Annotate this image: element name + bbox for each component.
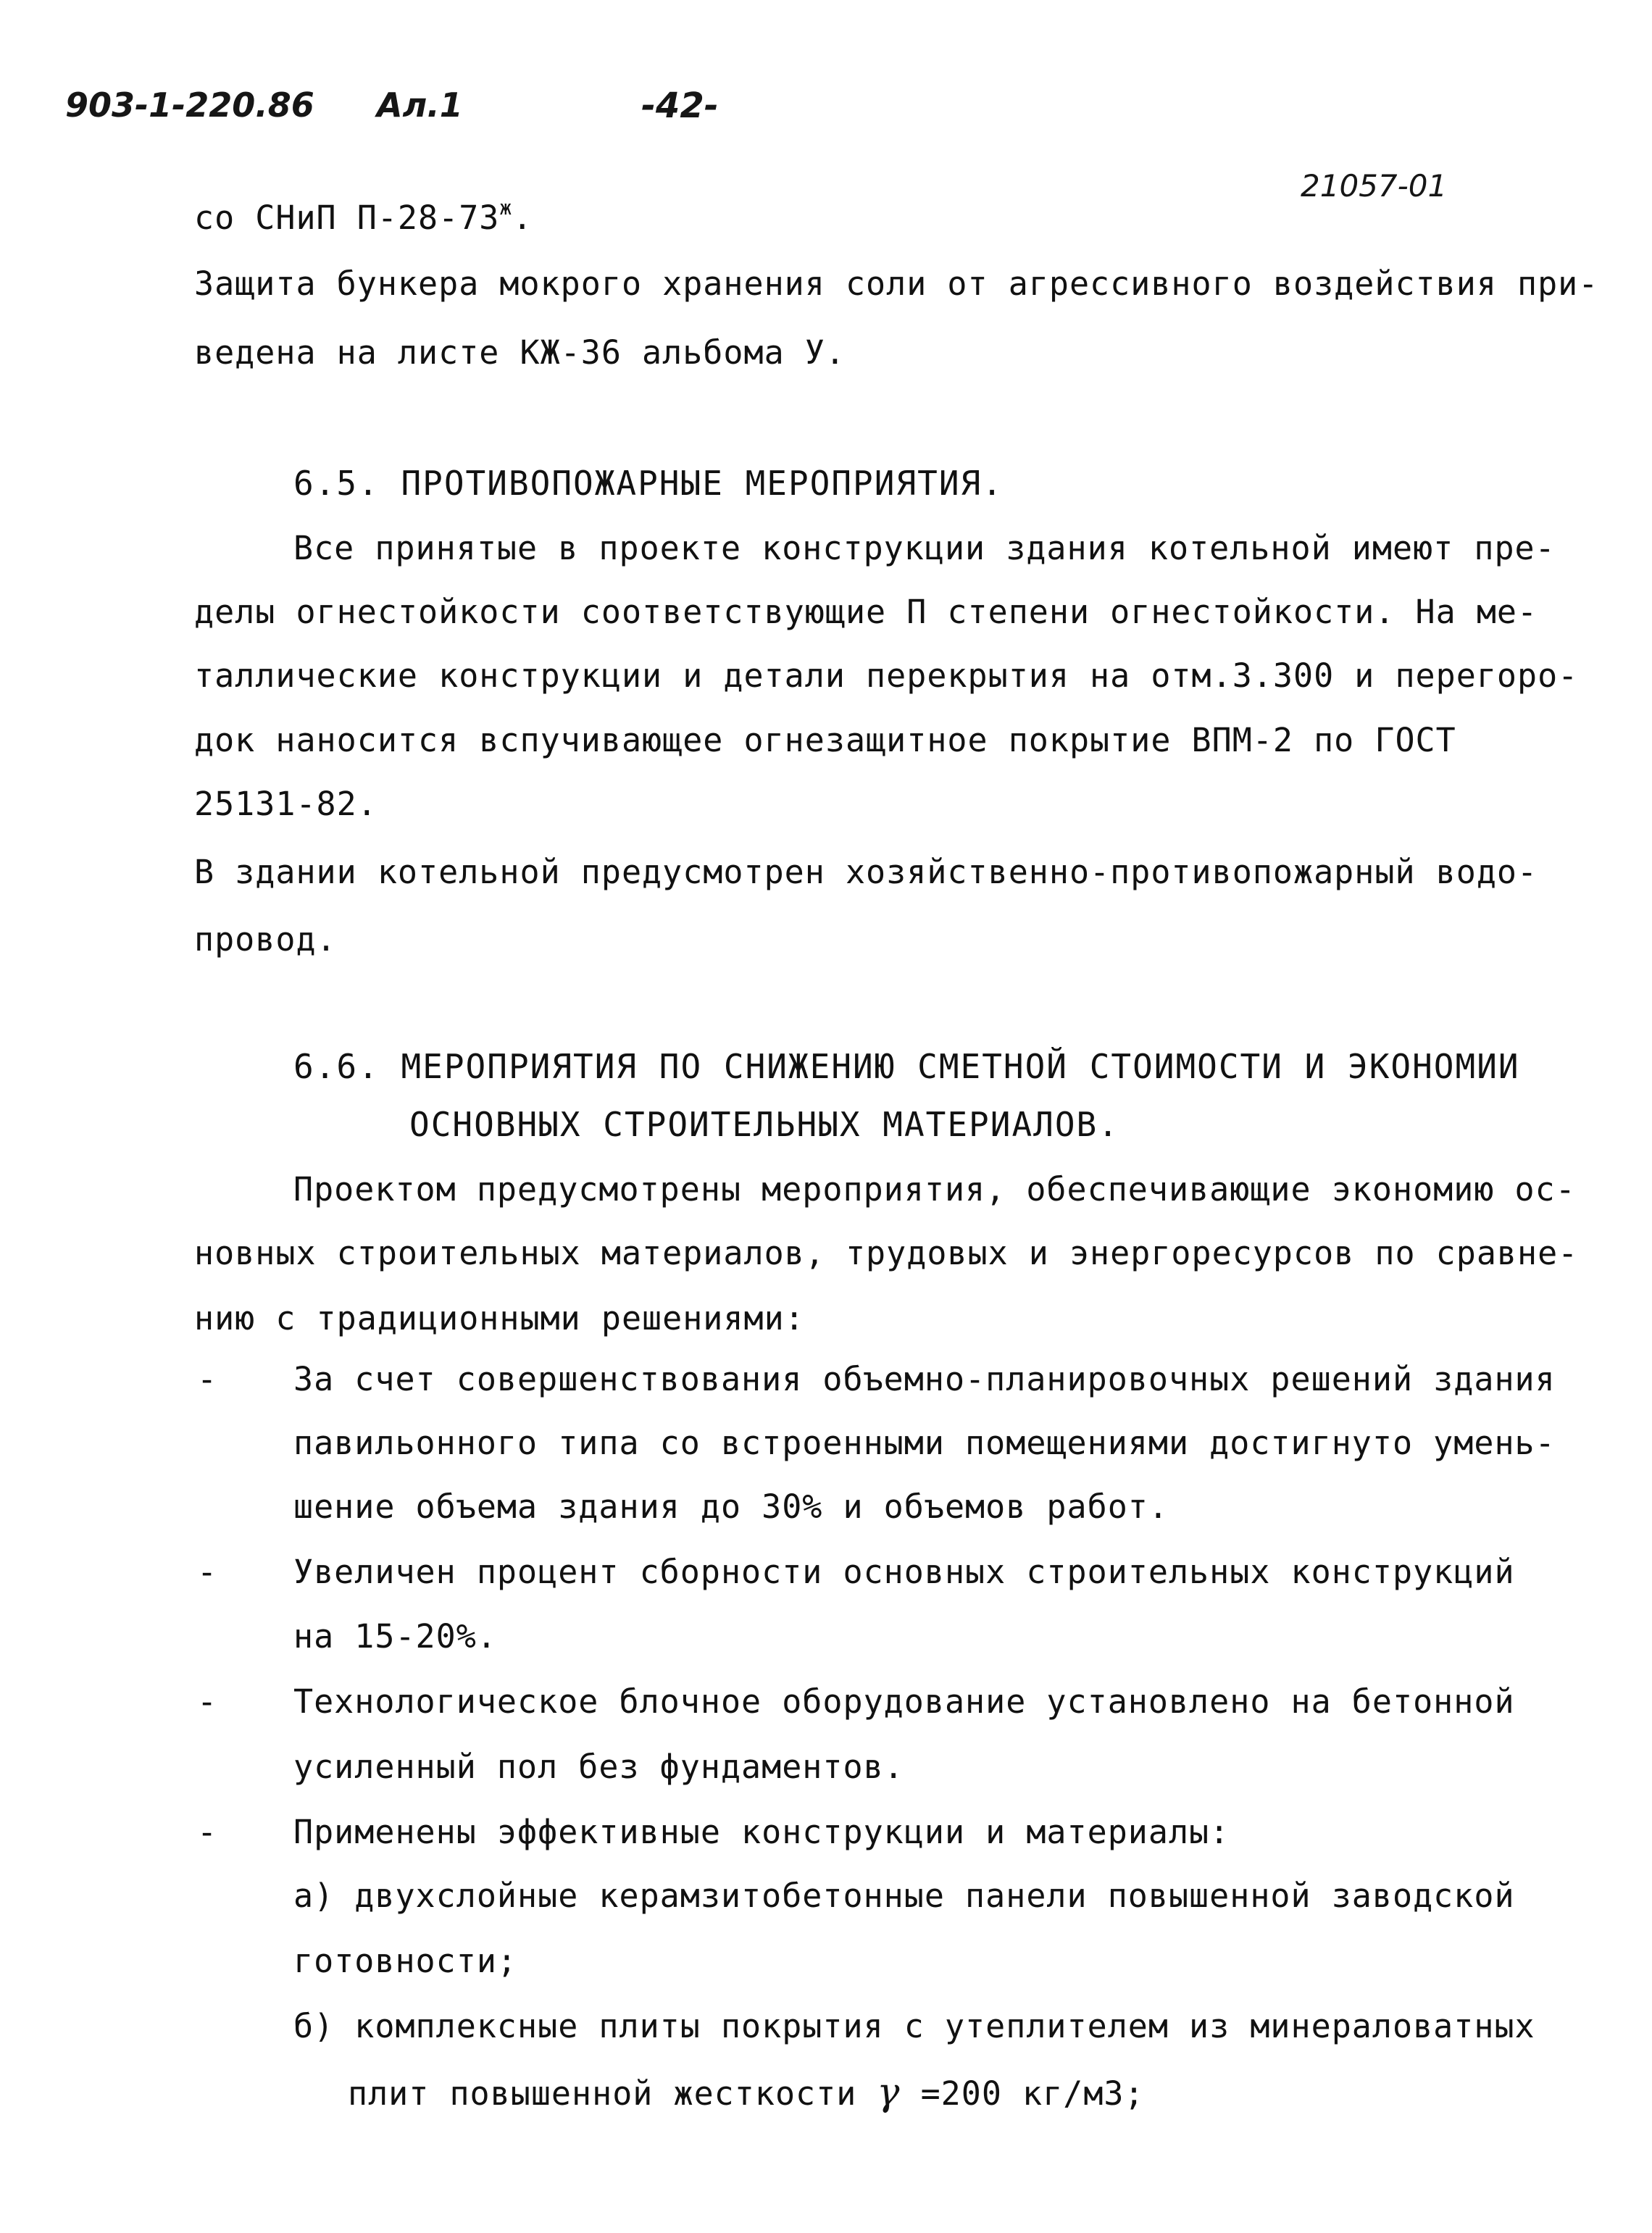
list-item-cont: усиленный пол без фундаментов. [293, 1748, 904, 1786]
list-item-cont: павильонного типа со встроенными помещениями достигнуто умень- [293, 1424, 1556, 1462]
bullet-dash: - [197, 1553, 217, 1591]
list-item-cont: на 15-20%. [293, 1617, 497, 1656]
bullet-dash: - [197, 1360, 217, 1398]
text-line: со СНиП $П-28-73^ж$. [194, 196, 533, 237]
list-item: Технологическое блочное оборудование установлено на бетонной [293, 1682, 1515, 1721]
page-number: -42- [641, 85, 719, 126]
document-code: 903-1-220.86 [65, 85, 314, 125]
text-line: Защита бункера мокрого хранения соли от агрессивного воздействия при- [194, 264, 1599, 303]
text-line: таллические конструкции и детали перекрытия на отм.3.300 и перегоро- [194, 656, 1579, 695]
text-line: нию с традиционными решениями: [194, 1299, 805, 1337]
list-item: Увеличен процент сборности основных строительных конструкций [293, 1553, 1515, 1591]
text-line: ведена на листе КЖ-36 альбома У. [194, 333, 846, 372]
bullet-dash: - [197, 1813, 217, 1851]
section-heading-6-6: 6.6. МЕРОПРИЯТИЯ ПО СНИЖЕНИЮ СМЕТНОЙ СТОИМОСТИ И ЭКОНОМИИ [293, 1047, 1520, 1086]
section-heading-6-5: 6.5. ПРОТИВОПОЖАРНЫЕ МЕРОПРИЯТИЯ. [293, 464, 1004, 503]
sub-item-a: а) двухслойные керамзитобетонные панели повышенной заводской [293, 1877, 1515, 1915]
text-line: док наносится вспучивающее огнезащитное покрытие ВПМ-2 по ГОСТ [194, 721, 1456, 759]
text-line: 25131-82. [194, 785, 377, 823]
sub-item-a-cont: готовности; [293, 1942, 518, 1980]
bullet-dash: - [197, 1682, 217, 1721]
list-item: За счет совершенствования объемно-планировочных решений здания [293, 1360, 1556, 1398]
album-label: Ал.1 [377, 85, 463, 125]
gamma-symbol: γ [877, 2071, 901, 2114]
list-item: Применены эффективные конструкции и материалы: [293, 1813, 1230, 1851]
text-line: провод. [194, 920, 337, 959]
sub-item-b-cont: плит повышенной жесткости γ =200 кг/м3; [348, 2071, 1145, 2114]
text-line: Все принятые в проекте конструкции здания котельной имеют пре- [293, 529, 1556, 567]
section-heading-6-6-cont: ОСНОВНЫХ СТРОИТЕЛЬНЫХ МАТЕРИАЛОВ. [409, 1105, 1119, 1144]
list-item-cont: шение объема здания до 30% и объемов работ. [293, 1487, 1169, 1526]
inventory-number: 21057-01 [1301, 168, 1448, 204]
text-line: делы огнестойкости соответствующие П степени огнестойкости. На ме- [194, 593, 1538, 631]
text-line: В здании котельной предусмотрен хозяйственно-противопожарный водо- [194, 853, 1538, 891]
text-line: новных строительных материалов, трудовых и энергоресурсов по сравне- [194, 1234, 1579, 1272]
text-line: Проектом предусмотрены мероприятия, обеспечивающие экономию ос- [293, 1170, 1576, 1209]
sub-item-b: б) комплексные плиты покрытия с утеплителем из минераловатных [293, 2007, 1535, 2045]
